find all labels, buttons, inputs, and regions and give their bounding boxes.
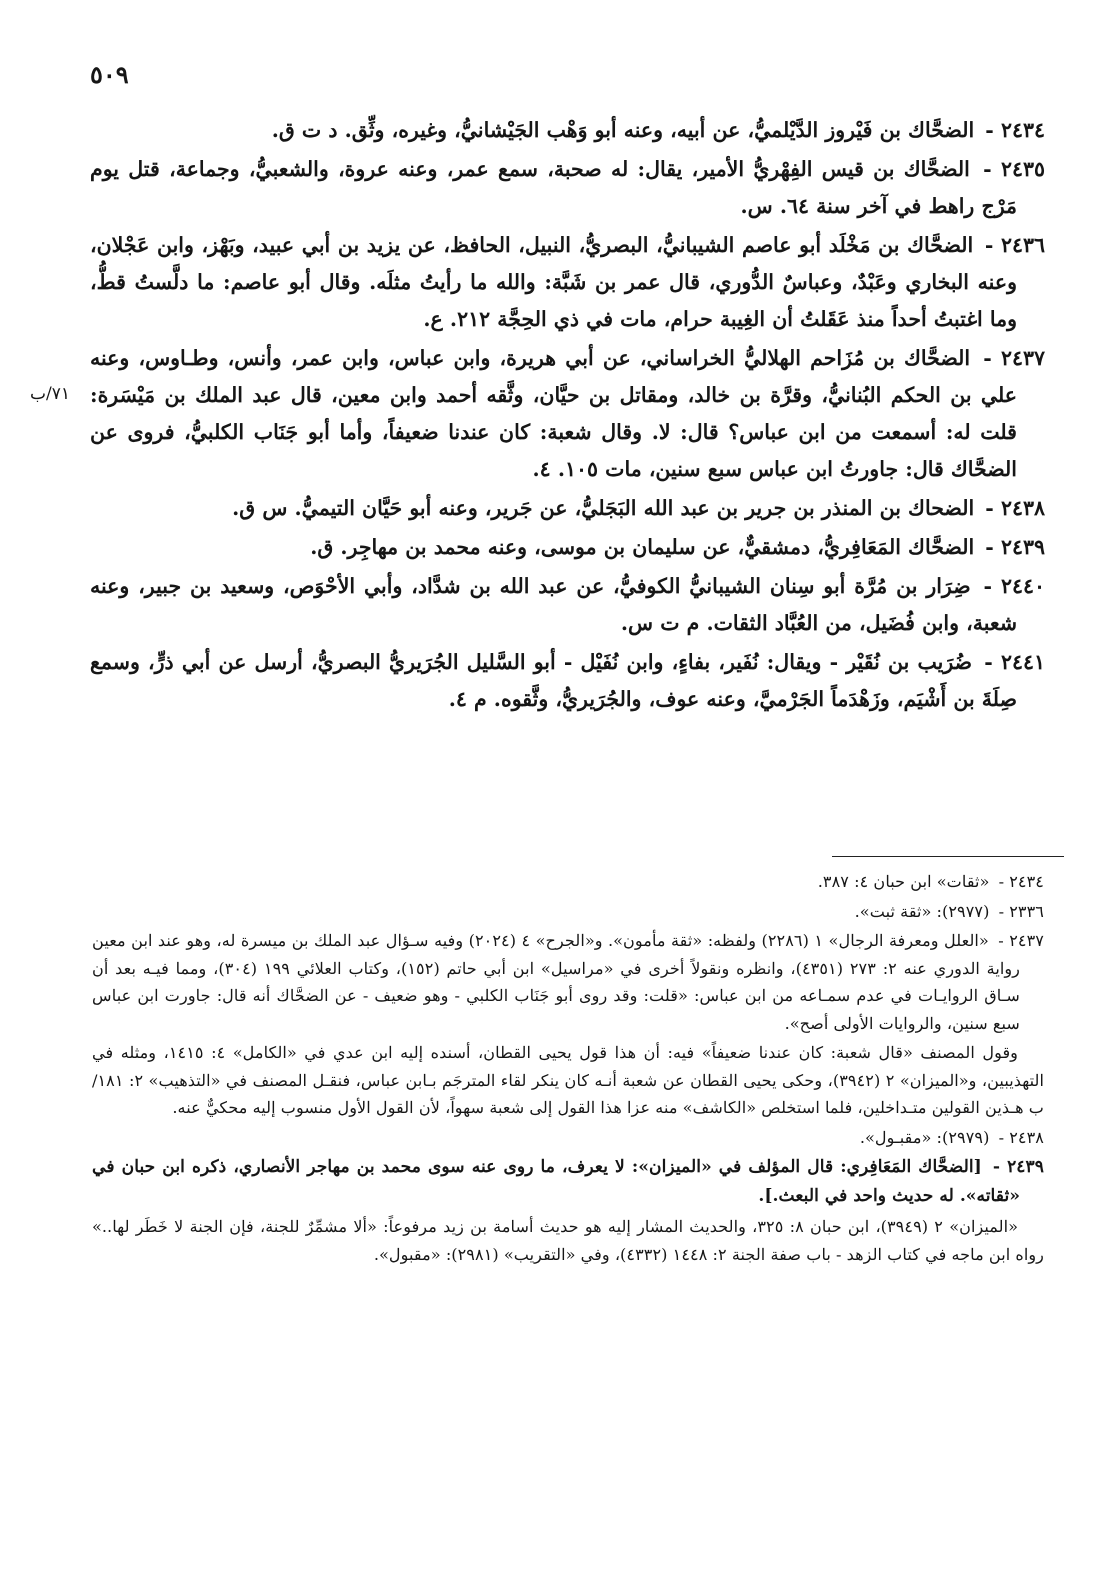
entry xyxy=(90,227,1045,338)
entry-text: الضحَّاك بن قيس الفِهْريُّ الأمير، يقال: له صحبة، سمع عمر، وعنه عروة، والشعبيُّ، وجماعة، قتل يوم مَرْج راهط في آخر سنة ٦٤. س. xyxy=(90,157,1017,218)
entry-number: ٢٤٣٧ - xyxy=(983,346,1045,370)
footnote-text: «العلل ومعرفة الرجال» ١ (٢٢٨٦) ولفظه: «ثقة مأمون». و«الجرح» ٤ (٢٠٢٤) وفيه سـؤال عبد الملك بن ميسرة له، وهو عند ابن معين رواية الدوري عنه ٢: ٢٧٣ (٤٣٥١)، وانظره ونقولاً أخرى في «مراسيل» ابن أبي حاتم (١٥٢)، وكتاب العلائي ١٩٩ (٣٠٤)، ومما فيـه بعد أن سـاق الروايـات في عدم سمـاعه من ابن عباس: «قلت: وقد روى أبو جَنَاب الكلبي - وهو ضعيف - عن الضحَّاك أنه قال: جاورت ابن عباس سبع سنين، والروايات الأولى أصح». xyxy=(92,931,1020,1033)
entry-text: الضحَّاك المَعَافِريُّ، دمشقيٌّ، عن سليمان بن موسى، وعنه محمد بن مهاجِر. ق. xyxy=(310,535,975,559)
entry xyxy=(90,151,1045,225)
footnote xyxy=(92,898,1044,926)
entry-text: الضحَّاك بن مُزَاحم الهلاليُّ الخراساني، عن أبي هريرة، وابن عباس، وابن عمر، وأنس، وطـاوس، وعنه علي بن الحكم البُنانيُّ، وقرَّة بن خالد، ومقاتل بن حيَّان، وثَّقه أحمد وابن معين، قال عبد الملك بن مَيْسَرة: قلت له: أسمعت من ابن عباس؟ قال: لا. وقال شعبة: كان عندنا ضعيفاً، وأما أبو جَنَاب الكلبيُّ، فروى عن الضحَّاك قال: جاورتُ ابن عباس سبع سنين، مات ١٠٥. ٤. xyxy=(90,346,1017,481)
entry-text: الضحاك بن المنذر بن جرير بن عبد الله البَجَليُّ، عن جَرير، وعنه أبو حَيَّان التيميُّ. س ق. xyxy=(232,496,975,520)
entry xyxy=(90,568,1045,642)
entry-number: ٢٤٣٩ - xyxy=(985,535,1045,559)
footnote-text: «ثقات» ابن حبان ٤: ٣٨٧. xyxy=(817,872,990,891)
entry-number: ٢٤٤١ - xyxy=(984,650,1045,674)
entry-number: ٢٤٣٤ - xyxy=(985,118,1045,142)
entry xyxy=(90,112,1045,149)
footnote-number: ٢٤٣٧ - xyxy=(998,931,1044,950)
margin-note: ٧١/ب xyxy=(30,384,70,404)
footnote-bold xyxy=(92,1153,1044,1211)
footnote-number: ٢٤٣٩ - xyxy=(992,1157,1045,1177)
footnote-text: (٢٩٧٩): «مقبـول». xyxy=(859,1127,990,1147)
entry xyxy=(90,529,1045,566)
entry xyxy=(90,490,1045,527)
page-number: ٥٠٩ xyxy=(90,60,129,89)
entry-number: ٢٤٣٥ - xyxy=(983,157,1045,181)
entry-text: الضحَّاك بن مَخْلَد أبو عاصم الشيبانيُّ، البصريُّ، النبيل، الحافظ، عن يزيد بن أبي عبيد، وبَهْز، وابن عَجْلان، وعنه البخاري وعَبْدٌ، وعباسٌ الدُّوري، قال عمر بن شَبَّة: والله ما رأيتُ مثلَه. وقال أبو عاصم: ما دلَّستُ قطُّ، وما اغتبتُ أحداً منذ عَقَلتُ أن الغِيبة حرام، مات في ذي الحِجَّة ٢١٢. ع. xyxy=(90,233,1017,331)
entry-text: الضحَّاك بن فَيْروز الدَّيْلميُّ، عن أبيه، وعنه أبو وَهْب الجَيْشانيُّ، وغيره، وثِّق. د ت ق. xyxy=(271,118,975,142)
footnote-number: ٢٤٣٤ - xyxy=(998,872,1044,891)
footnote-divider xyxy=(832,856,1064,857)
footnote xyxy=(92,1124,1044,1152)
footnote xyxy=(92,868,1044,896)
entry-number: ٢٤٣٦ - xyxy=(984,233,1045,257)
footnote-continuation: وقول المصنف «قال شعبة: كان عندنا ضعيفاً» فيه: أن هذا قول يحيى القطان، أسنده إليه ابن عدي في «الكامل» ٤: ١٤١٥، ومثله في التهذيبين، و«الميزان» ٢ (٣٩٤٢)، وحكى يحيى القطان عن شعبة أنـه كان ينكر لقاء المترجَم بـابن عباس، فنقـل المصنف في «التذهيب» ٢: ١٨١/ ب هـذين القولين متـداخلين، فلما استخلص «الكاشف» منه عزا هذا القول إلى شعبة سهواً، لأن القول الأول منسوب إليه محكيٌّ عنه. xyxy=(92,1043,1044,1117)
footnote-text: [الضحَّاك المَعَافِري: قال المؤلف في «الميزان»: لا يعرف، ما روى عنه سوى محمد بن مهاجر الأنصاري، ذكره ابن حبان في «ثقاته». له حديث واحد في البعث.]. xyxy=(92,1157,1020,1206)
entry-number: ٢٤٣٨ - xyxy=(985,496,1045,520)
footnote xyxy=(92,927,1044,1037)
entry-number: ٢٤٤٠ - xyxy=(983,574,1045,598)
entry-text: ضِرَار بن مُرَّة أبو سِنان الشيبانيُّ الكوفيُّ، عن عبد الله بن شدَّاد، وأبي الأحْوَص، وسعيد بن جبير، وعنه شعبة، وابن فُضَيل، من العُبَّاد الثقات. م ت س. xyxy=(90,574,1017,635)
footnote-number: ٢٣٣٦ - xyxy=(998,901,1044,921)
entry xyxy=(90,644,1045,718)
footnote-continuation: «الميزان» ٢ (٣٩٤٩)، ابن حبان ٨: ٣٢٥، والحديث المشار إليه هو حديث أسامة بن زيد مرفوعاً: «ألا مشمِّرٌ للجنة، فإن الجنة لا خَطَر لها..» رواه ابن ماجه في كتاب الزهد - باب صفة الجنة ٢: ١٤٤٨ (٤٣٣٢)، وفي «التقريب» (٢٩٨١): «مقبول». xyxy=(92,1217,1044,1264)
footnote-number: ٢٤٣٨ - xyxy=(998,1127,1044,1147)
entry-text: ضُرَيب بن نُقَيْر - ويقال: نُفَير، بفاءٍ، وابن نُفَيْل - أبو السَّليل الجُرَيريُّ البصريُّ، أرسل عن أبي ذرٍّ، وسمع صِلَةَ بن أَشْيَم، وزَهْدَماً الجَرْميَّ، وعنه عوف، والجُرَيريُّ، وثَّقوه. م ٤. xyxy=(90,650,1017,711)
entry xyxy=(90,340,1045,488)
footnotes xyxy=(92,868,1044,1270)
main-text xyxy=(90,112,1045,720)
footnote-text: (٢٩٧٧): «ثقة ثبت». xyxy=(854,901,990,921)
